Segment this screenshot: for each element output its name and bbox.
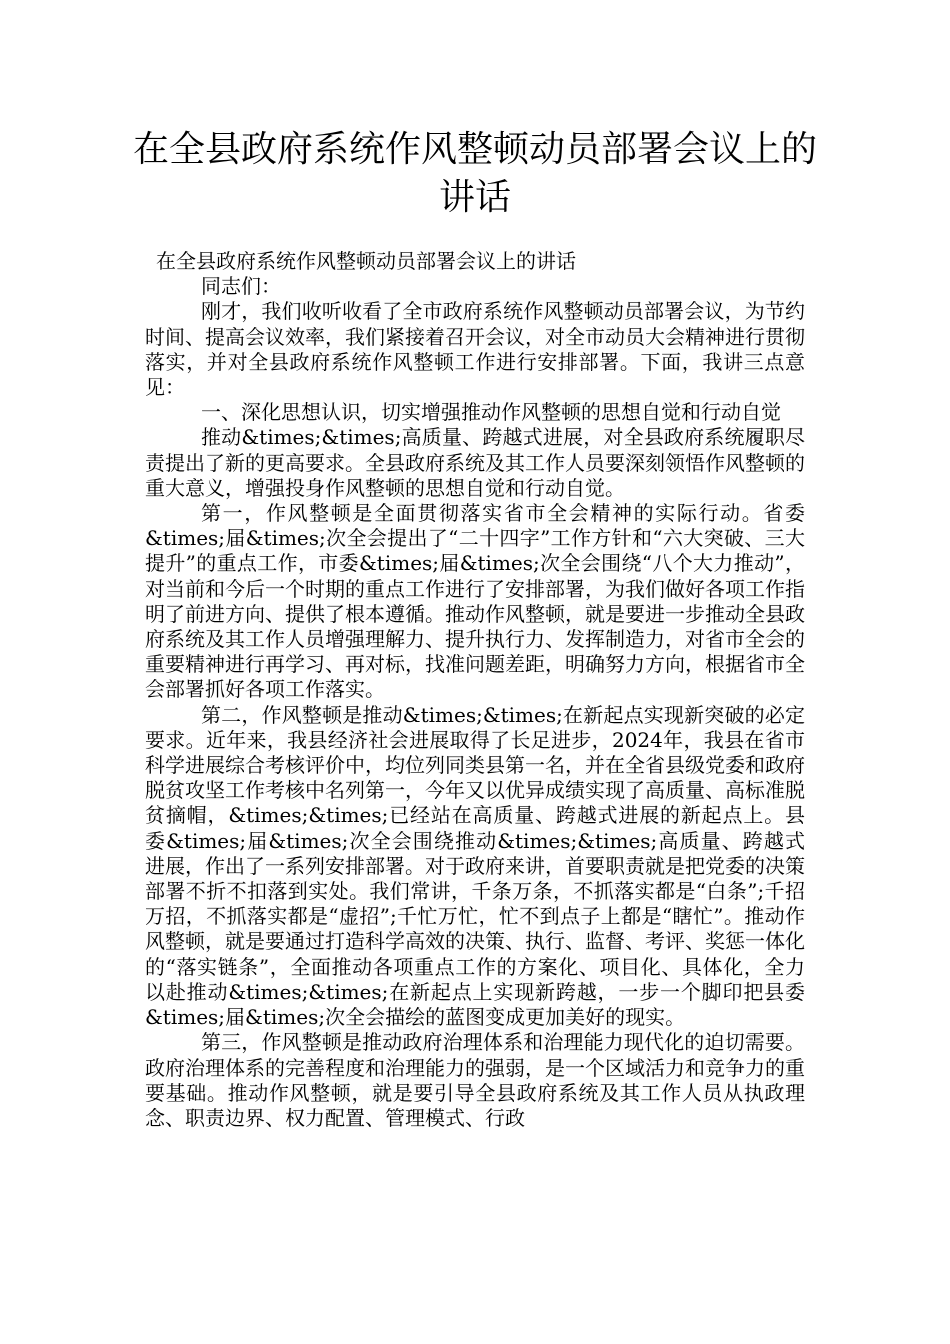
greeting: 同志们：: [201, 274, 281, 299]
document-body: [145, 249, 805, 1131]
paragraph: 第一，作风整顿是全面贯彻落实省市全会精神的实际行动。省委&times;届&times;次全会提出了“二十四字”工作方针和“六大突破、三大提升”的重点工作，市委&times;届&times;次全会围绕“八个大力推动”，对当前和今后一个时期的重点工作进行了安排部署，为我们做好各项工作指明了前进方向、提供了根本遵循。推动作风整顿，就是要进一步推动全县政府系统及其工作人员增强理解力、提升执行力、发挥制造力，对省市全会的重要精神进行再学习、再对标，找准问题差距，明确努力方向，根据省市全会部署抓好各项工作落实。: [145, 501, 805, 702]
paragraph: 第三，作风整顿是推动政府治理体系和治理能力现代化的迫切需要。政府治理体系的完善程度和治理能力的强弱，是一个区域活力和竞争力的重要基础。推动作风整顿，就是要引导全县政府系统及其工作人员从执政理念、职责边界、权力配置、管理模式、行政: [145, 1030, 805, 1130]
document-title: 在全县政府系统作风整顿动员部署会议上的讲话: [132, 129, 817, 218]
document-subtitle: 在全县政府系统作风整顿动员部署会议上的讲话: [156, 249, 576, 273]
section-heading: 一、深化思想认识，切实增强推动作风整顿的思想自觉和行动自觉: [201, 400, 781, 425]
paragraph: 刚才，我们收听收看了全市政府系统作风整顿动员部署会议，为节约时间、提高会议效率，我们紧接着召开会议，对全市动员大会精神进行贯彻落实，并对全县政府系统作风整顿工作进行安排部署。下面，我讲三点意见：: [145, 299, 805, 400]
paragraph: 第二，作风整顿是推动&times;&times;在新起点实现新突破的必定要求。近年来，我县经济社会进展取得了长足进步，2024年，我县在省市科学进展综合考核评价中，均位列同类县第一名，并在全省县级党委和政府脱贫攻坚工作考核中名列第一，今年又以优异成绩实现了高质量、高标准脱贫摘帽，&times;&times;已经站在高质量、跨越式进展的新起点上。县委&times;届&times;次全会围绕推动&times;&times;高质量、跨越式进展，作出了一系列安排部署。对于政府来讲，首要职责就是把党委的决策部署不折不扣落到实处。我们常讲，千条万条，不抓落实都是“白条”;千招万招，不抓落实都是“虚招”;千忙万忙，忙不到点子上都是“瞎忙”。推动作风整顿，就是要通过打造科学高效的决策、执行、监督、考评、奖惩一体化的“落实链条”，全面推动各项重点工作的方案化、项目化、具体化，全力以赴推动&times;&times;在新起点上实现新跨越，一步一个脚印把县委&times;届&times;次全会描绘的蓝图变成更加美好的现实。: [145, 702, 805, 1030]
paragraph: 推动&times;&times;高质量、跨越式进展，对全县政府系统履职尽责提出了新的更高要求。全县政府系统及其工作人员要深刻领悟作风整顿的重大意义，增强投身作风整顿的思想自觉和行动自觉。: [145, 425, 805, 500]
